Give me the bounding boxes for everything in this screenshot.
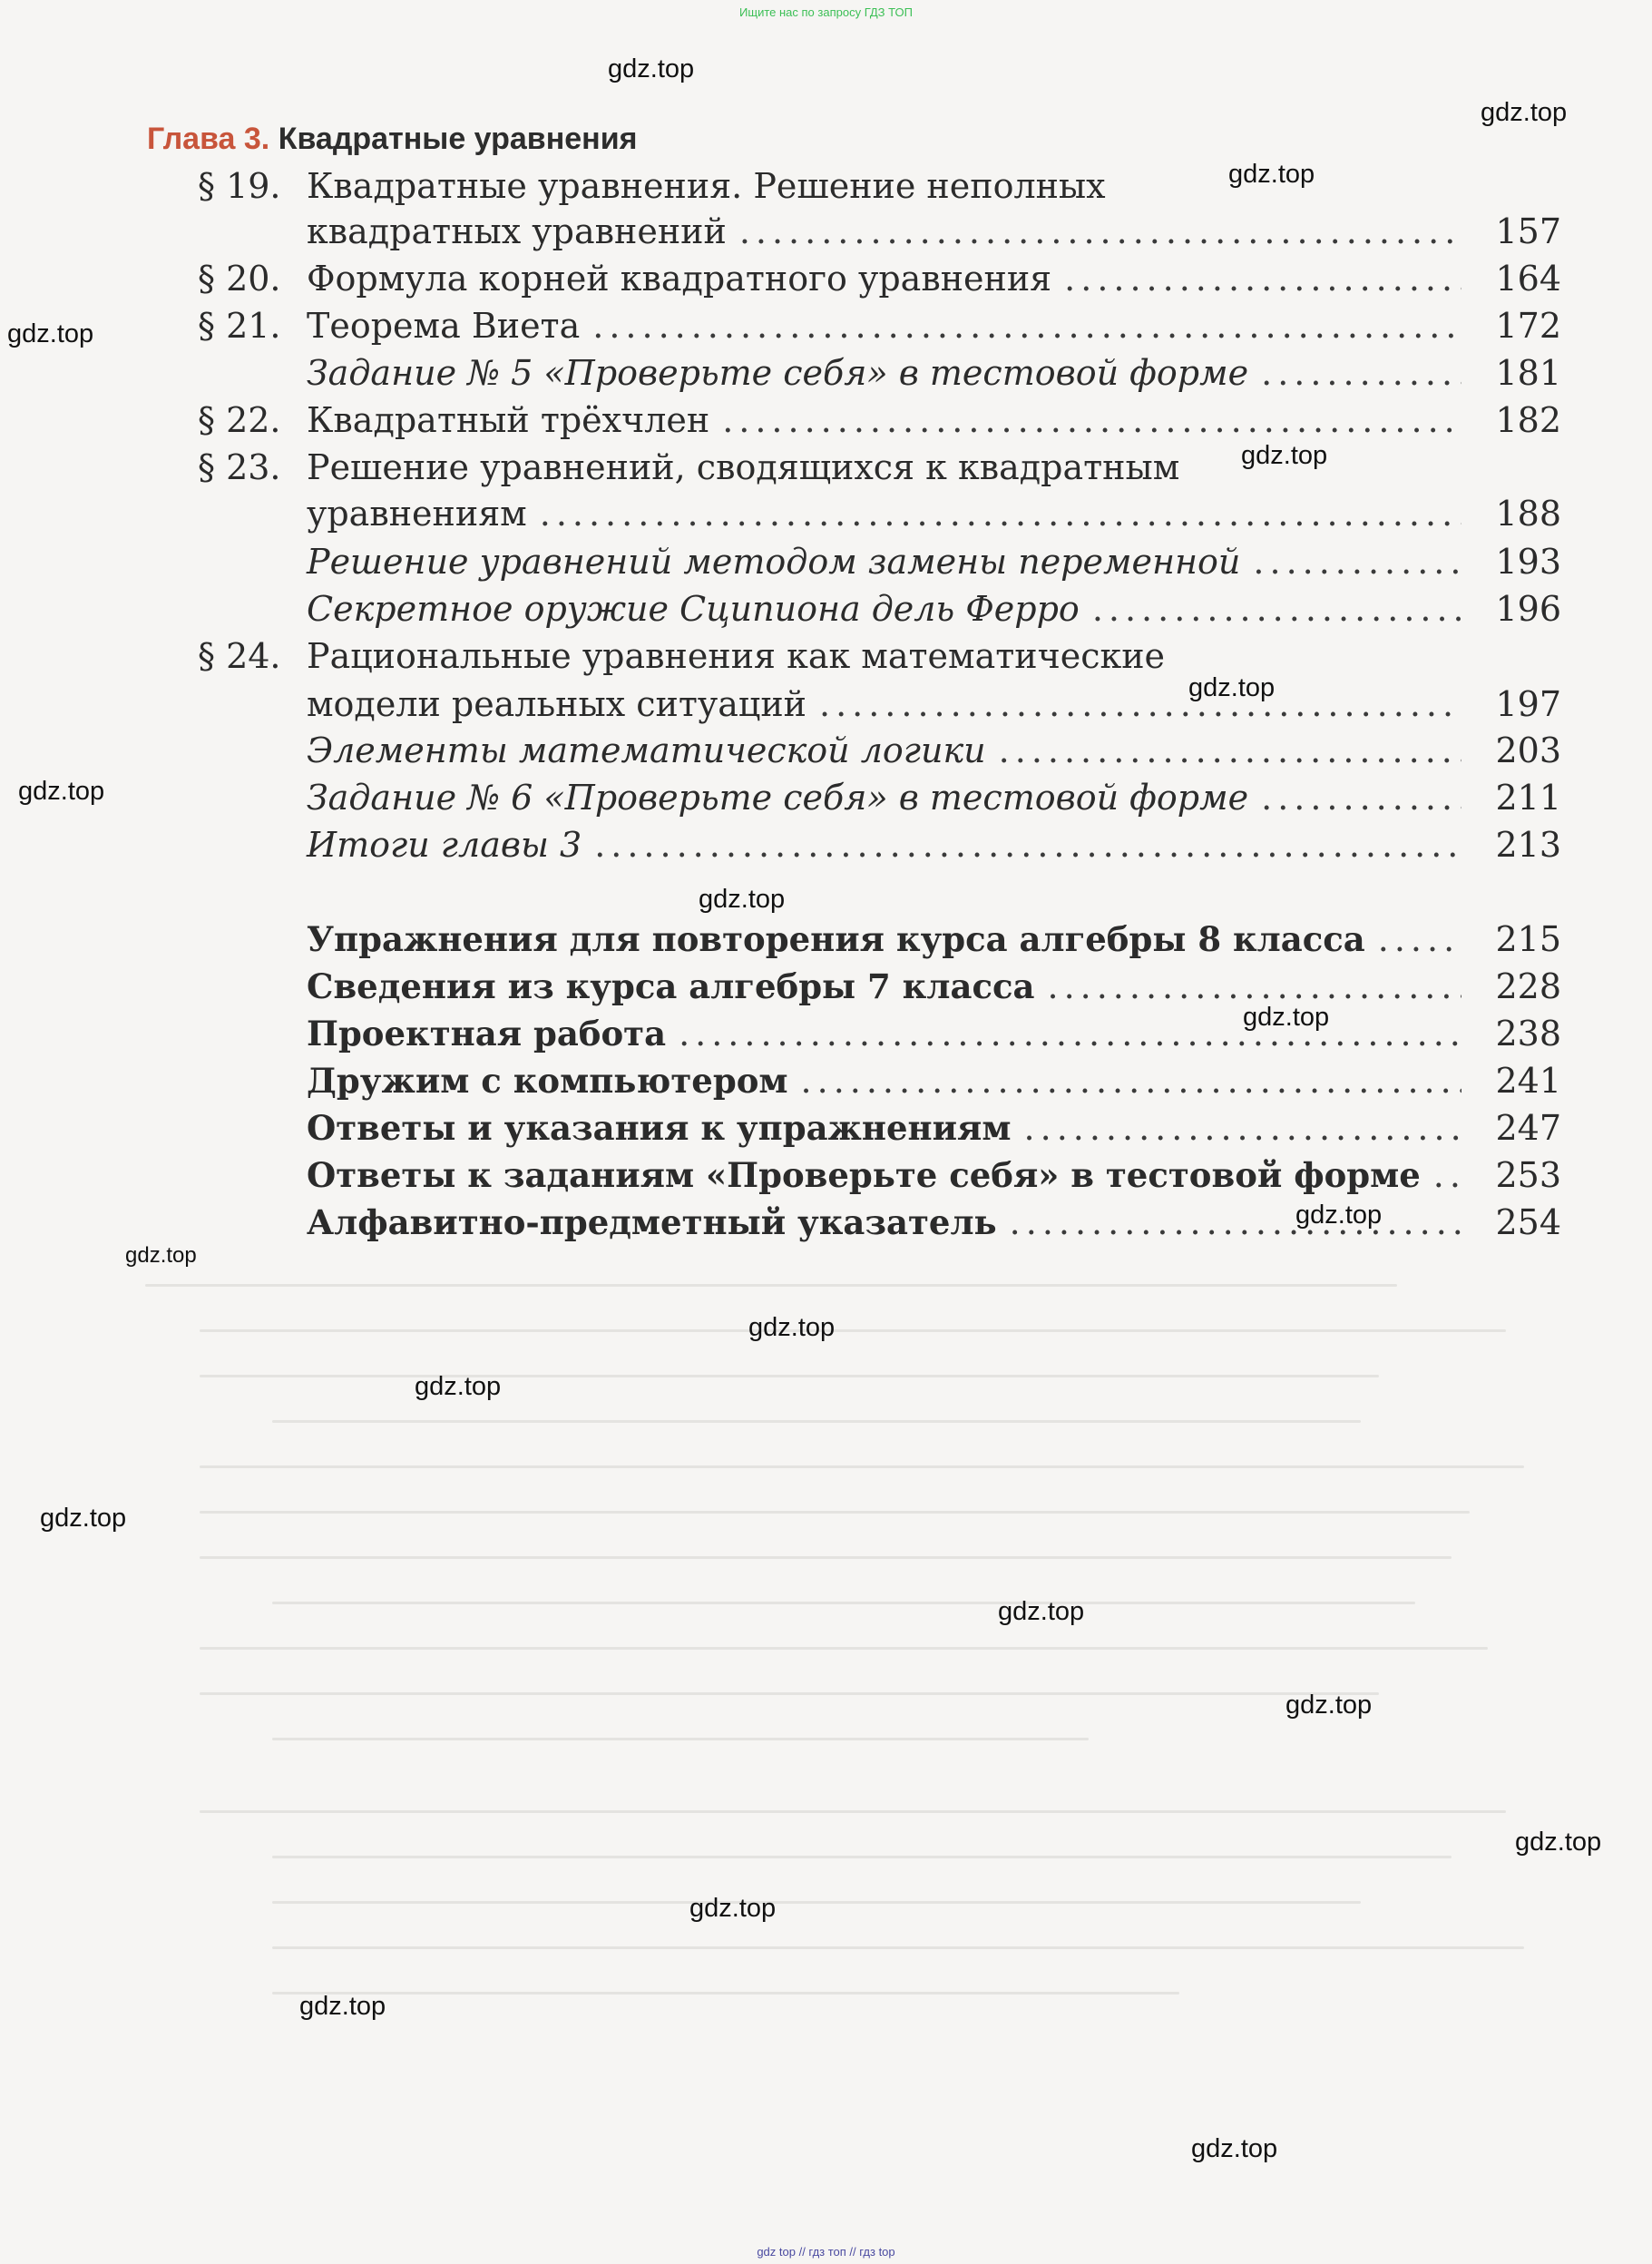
dot-leader (1261, 350, 1461, 396)
toc-entry (0, 303, 1652, 348)
entry-title: Рациональные уравнения как математические (307, 636, 1166, 676)
toc-entry (0, 586, 1652, 632)
dot-leader (722, 397, 1461, 443)
toc-entry (0, 775, 1652, 820)
watermark: gdz.top (1515, 1828, 1602, 1857)
watermark: gdz.top (18, 777, 105, 806)
watermark: gdz.top (415, 1372, 502, 1401)
entry-title: Теорема Виета (307, 306, 581, 346)
entry-title: Решение уравнений методом замены переменной (307, 542, 1241, 582)
page-number: 182 (1495, 400, 1561, 440)
watermark: gdz.top (299, 1992, 386, 2021)
toc-entry (0, 491, 1652, 536)
page-number: 181 (1495, 353, 1561, 393)
section-number: § 24. (198, 636, 281, 676)
dot-leader (592, 303, 1461, 348)
toc-entry (0, 633, 1652, 679)
page-number: 188 (1495, 494, 1561, 534)
page-number: 215 (1495, 919, 1561, 959)
page-number: 228 (1495, 966, 1561, 1006)
toc-entry (0, 209, 1652, 254)
entry-title: уравнениям (307, 494, 527, 534)
entry-title: квадратных уравнений (307, 211, 727, 251)
section-number: § 20. (198, 259, 281, 299)
page-number: 197 (1495, 684, 1561, 724)
entry-title: Элементы математической логики (307, 730, 986, 770)
entry-title: Проектная работа (307, 1014, 667, 1054)
watermark: gdz.top (699, 885, 786, 914)
watermark: gdz.top (1228, 160, 1315, 189)
dot-leader (540, 491, 1461, 536)
dot-leader (1024, 1105, 1461, 1151)
page-number: 193 (1495, 542, 1561, 582)
dot-leader (1261, 775, 1461, 820)
watermark: gdz.top (608, 54, 695, 83)
page-number: 172 (1495, 306, 1561, 346)
watermark: gdz.top (1241, 441, 1328, 470)
watermark: gdz.top (748, 1313, 836, 1342)
entry-title: Дружим с компьютером (307, 1061, 788, 1101)
watermark: gdz.top (1191, 2134, 1278, 2163)
watermark: gdz.top (1188, 673, 1276, 702)
dot-leader (739, 209, 1461, 254)
toc-entry (0, 539, 1652, 584)
entry-title: Секретное оружие Сципиона дель Ферро (307, 589, 1080, 629)
dot-leader (1253, 539, 1461, 584)
dot-leader (999, 728, 1461, 773)
dot-leader (819, 681, 1461, 727)
entry-title: Итоги главы 3 (307, 825, 582, 865)
page-number: 238 (1495, 1014, 1561, 1054)
top-banner: Ищите нас по запросу ГДЗ ТОП (739, 5, 913, 19)
page-number: 211 (1495, 778, 1561, 818)
watermark: gdz.top (1285, 1691, 1373, 1720)
toc-entry (0, 1200, 1652, 1245)
entry-title: Упражнения для повторения курса алгебры 8 класса (307, 919, 1365, 959)
entry-title: Алфавитно-предметный указатель (307, 1202, 997, 1242)
toc-entry (0, 964, 1652, 1009)
section-number: § 19. (198, 166, 281, 206)
dot-leader (1064, 256, 1461, 301)
entry-title: модели реальных ситуаций (307, 684, 806, 724)
section-number: § 23. (198, 447, 281, 487)
section-number: § 21. (198, 306, 281, 346)
watermark: gdz.top (40, 1504, 127, 1533)
toc-entry (0, 445, 1652, 490)
watermark: gdz.top (1481, 98, 1568, 127)
dot-leader (594, 822, 1461, 867)
bottom-banner: gdz top // гдз топ // гдз top (757, 2245, 895, 2259)
entry-title: Квадратные уравнения. Решение неполных (307, 166, 1106, 206)
page-number: 253 (1495, 1155, 1561, 1195)
entry-title: Задание № 6 «Проверьте себя» в тестовой форме (307, 778, 1249, 818)
page-number: 196 (1495, 589, 1561, 629)
toc-entry (0, 681, 1652, 727)
watermark: gdz.top (1243, 1003, 1330, 1032)
entry-title: Задание № 5 «Проверьте себя» в тестовой форме (307, 353, 1249, 393)
entry-title: Ответы к заданиям «Проверьте себя» в тестовой форме (307, 1155, 1421, 1195)
watermark: gdz.top (1295, 1201, 1383, 1230)
watermark: gdz.top (998, 1597, 1085, 1626)
entry-title: Формула корней квадратного уравнения (307, 259, 1052, 299)
chapter-label: Глава 3. (147, 122, 270, 156)
toc-entry (0, 397, 1652, 443)
dot-leader (679, 1011, 1461, 1056)
toc-entry (0, 350, 1652, 396)
toc-entry (0, 1058, 1652, 1103)
page-number: 247 (1495, 1108, 1561, 1148)
page-number: 241 (1495, 1061, 1561, 1101)
section-number: § 22. (198, 400, 281, 440)
dot-leader (801, 1058, 1461, 1103)
entry-title: Решение уравнений, сводящихся к квадратным (307, 447, 1180, 487)
entry-title: Квадратный трёхчлен (307, 400, 710, 440)
toc-entry (0, 163, 1652, 209)
toc-entry (0, 728, 1652, 773)
watermark: gdz.top (689, 1894, 777, 1923)
dot-leader (1010, 1200, 1461, 1245)
watermark: gdz.top (125, 1243, 197, 1268)
dot-leader (1433, 1152, 1461, 1198)
toc-entry (0, 916, 1652, 962)
toc-entry (0, 1105, 1652, 1151)
entry-title: Сведения из курса алгебры 7 класса (307, 966, 1035, 1006)
toc-entry (0, 822, 1652, 867)
page-number: 203 (1495, 730, 1561, 770)
toc-entry (0, 256, 1652, 301)
page-number: 254 (1495, 1202, 1561, 1242)
dot-leader (1092, 586, 1461, 632)
page-number: 164 (1495, 259, 1561, 299)
entry-title: Ответы и указания к упражнениям (307, 1108, 1012, 1148)
toc-entry (0, 1152, 1652, 1198)
toc-entry (0, 1011, 1652, 1056)
page-number: 157 (1495, 211, 1561, 251)
page-number: 213 (1495, 825, 1561, 865)
dot-leader (1378, 916, 1461, 962)
watermark: gdz.top (7, 319, 94, 348)
chapter-name: Квадратные уравнения (278, 122, 638, 156)
